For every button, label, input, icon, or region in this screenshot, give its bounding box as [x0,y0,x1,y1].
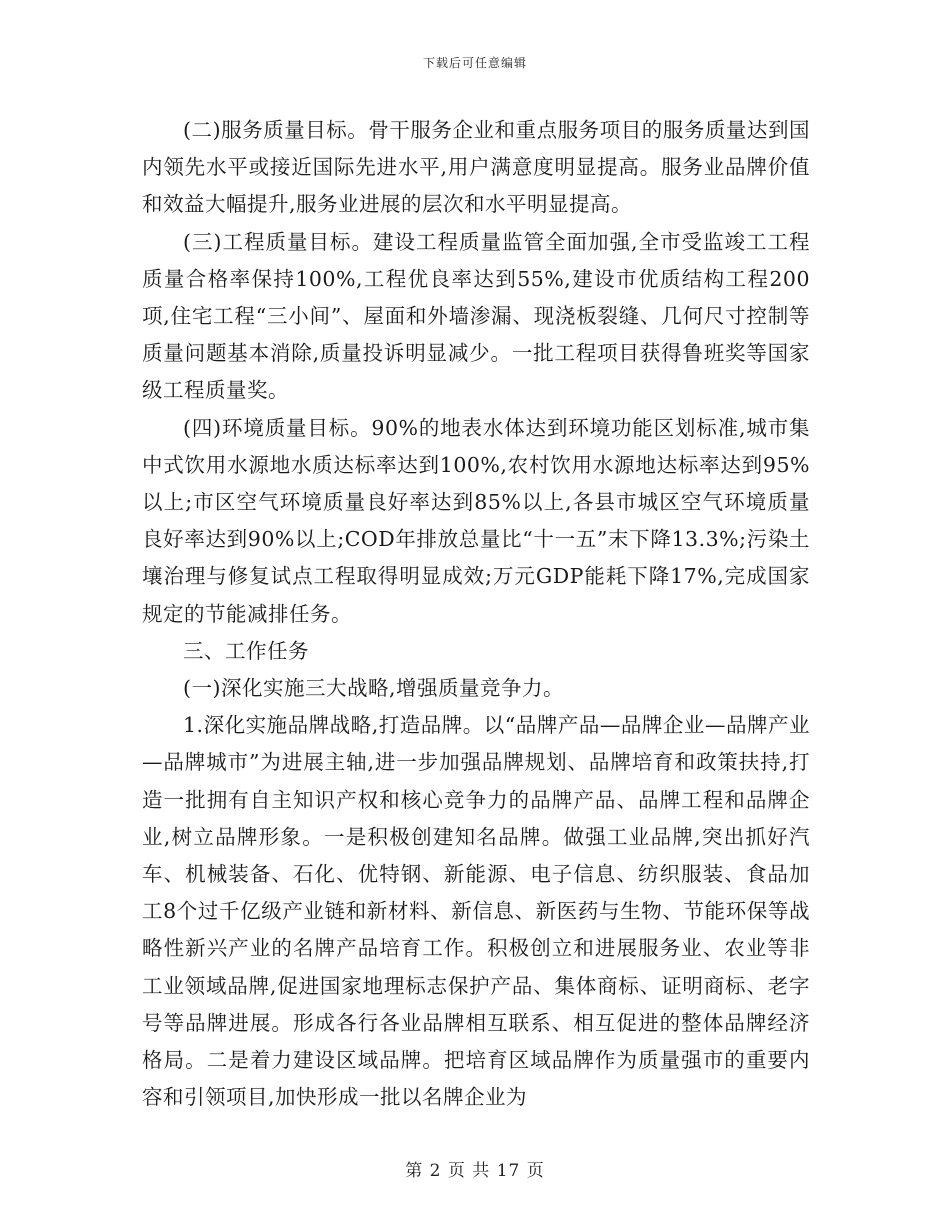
subsection-heading-three-strategies: (一)深化实施三大战略,增强质量竞争力。 [183,676,565,701]
paragraph-environment-quality: (四)环境质量目标。90%的地表水体达到环境功能区划标准,城市集中式饮用水源地水质达标率达到100%,农村饮用水源地达标率达到95%以上;市区空气环境质量良好率达到85%以上,各县市城区空气环境质量良好率达到90%以上;COD年排放总量比“十一五”末下降13.3%;污染土壤治理与修复试点工程取得明显成效;万元GDP能耗下降17%,完成国家规定的节能减排任务。 [142,415,810,626]
section-heading-work-tasks: 三、工作任务 [183,638,309,663]
paragraph-service-quality: (二)服务质量目标。骨干服务企业和重点服务项目的服务质量达到国内领先水平或接近国际先进水平,用户满意度明显提高。服务业品牌价值和效益大幅提升,服务业进展的层次和水平明显提高。 [142,118,810,217]
paragraph-engineering-quality: (三)工程质量目标。建设工程质量监管全面加强,全市受监竣工工程质量合格率保持100%,工程优良率达到55%,建设市优质结构工程200项,住宅工程“三小间”、屋面和外墙渗漏、现浇板裂缝、几何尺寸控制等质量问题基本消除,质量投诉明显减少。一批工程项目获得鲁班奖等国家级工程质量奖。 [142,229,810,403]
document-body [142,112,810,1116]
page-header: 下载后可任意编辑 [422,56,527,70]
paragraph-brand-strategy: 1.深化实施品牌战略,打造品牌。以“品牌产品—品牌企业—品牌产业—品牌城市”为进展主轴,进一步加强品牌规划、品牌培育和政策扶持,打造一批拥有自主知识产权和核心竞争力的品牌产品、品牌工程和品牌企业,树立品牌形象。一是积极创建知名品牌。做强工业品牌,突出抓好汽车、机械装备、石化、优特钢、新能源、电子信息、纺织服装、食品加工8个过千亿级产业链和新材料、新信息、新医药与生物、节能环保等战略性新兴产业的名牌产品培育工作。积极创立和进展服务业、农业等非工业领域品牌,促进国家地理标志保护产品、集体商标、证明商标、老字号等品牌进展。形成各行各业品牌相互联系、相互促进的整体品牌经济格局。二是着力建设区域品牌。把培育区域品牌作为质量强市的重要内容和引领项目,加快形成一批以名牌企业为 [142,713,810,1110]
page-number-footer: 第 2 页 共 17 页 [405,1161,545,1181]
